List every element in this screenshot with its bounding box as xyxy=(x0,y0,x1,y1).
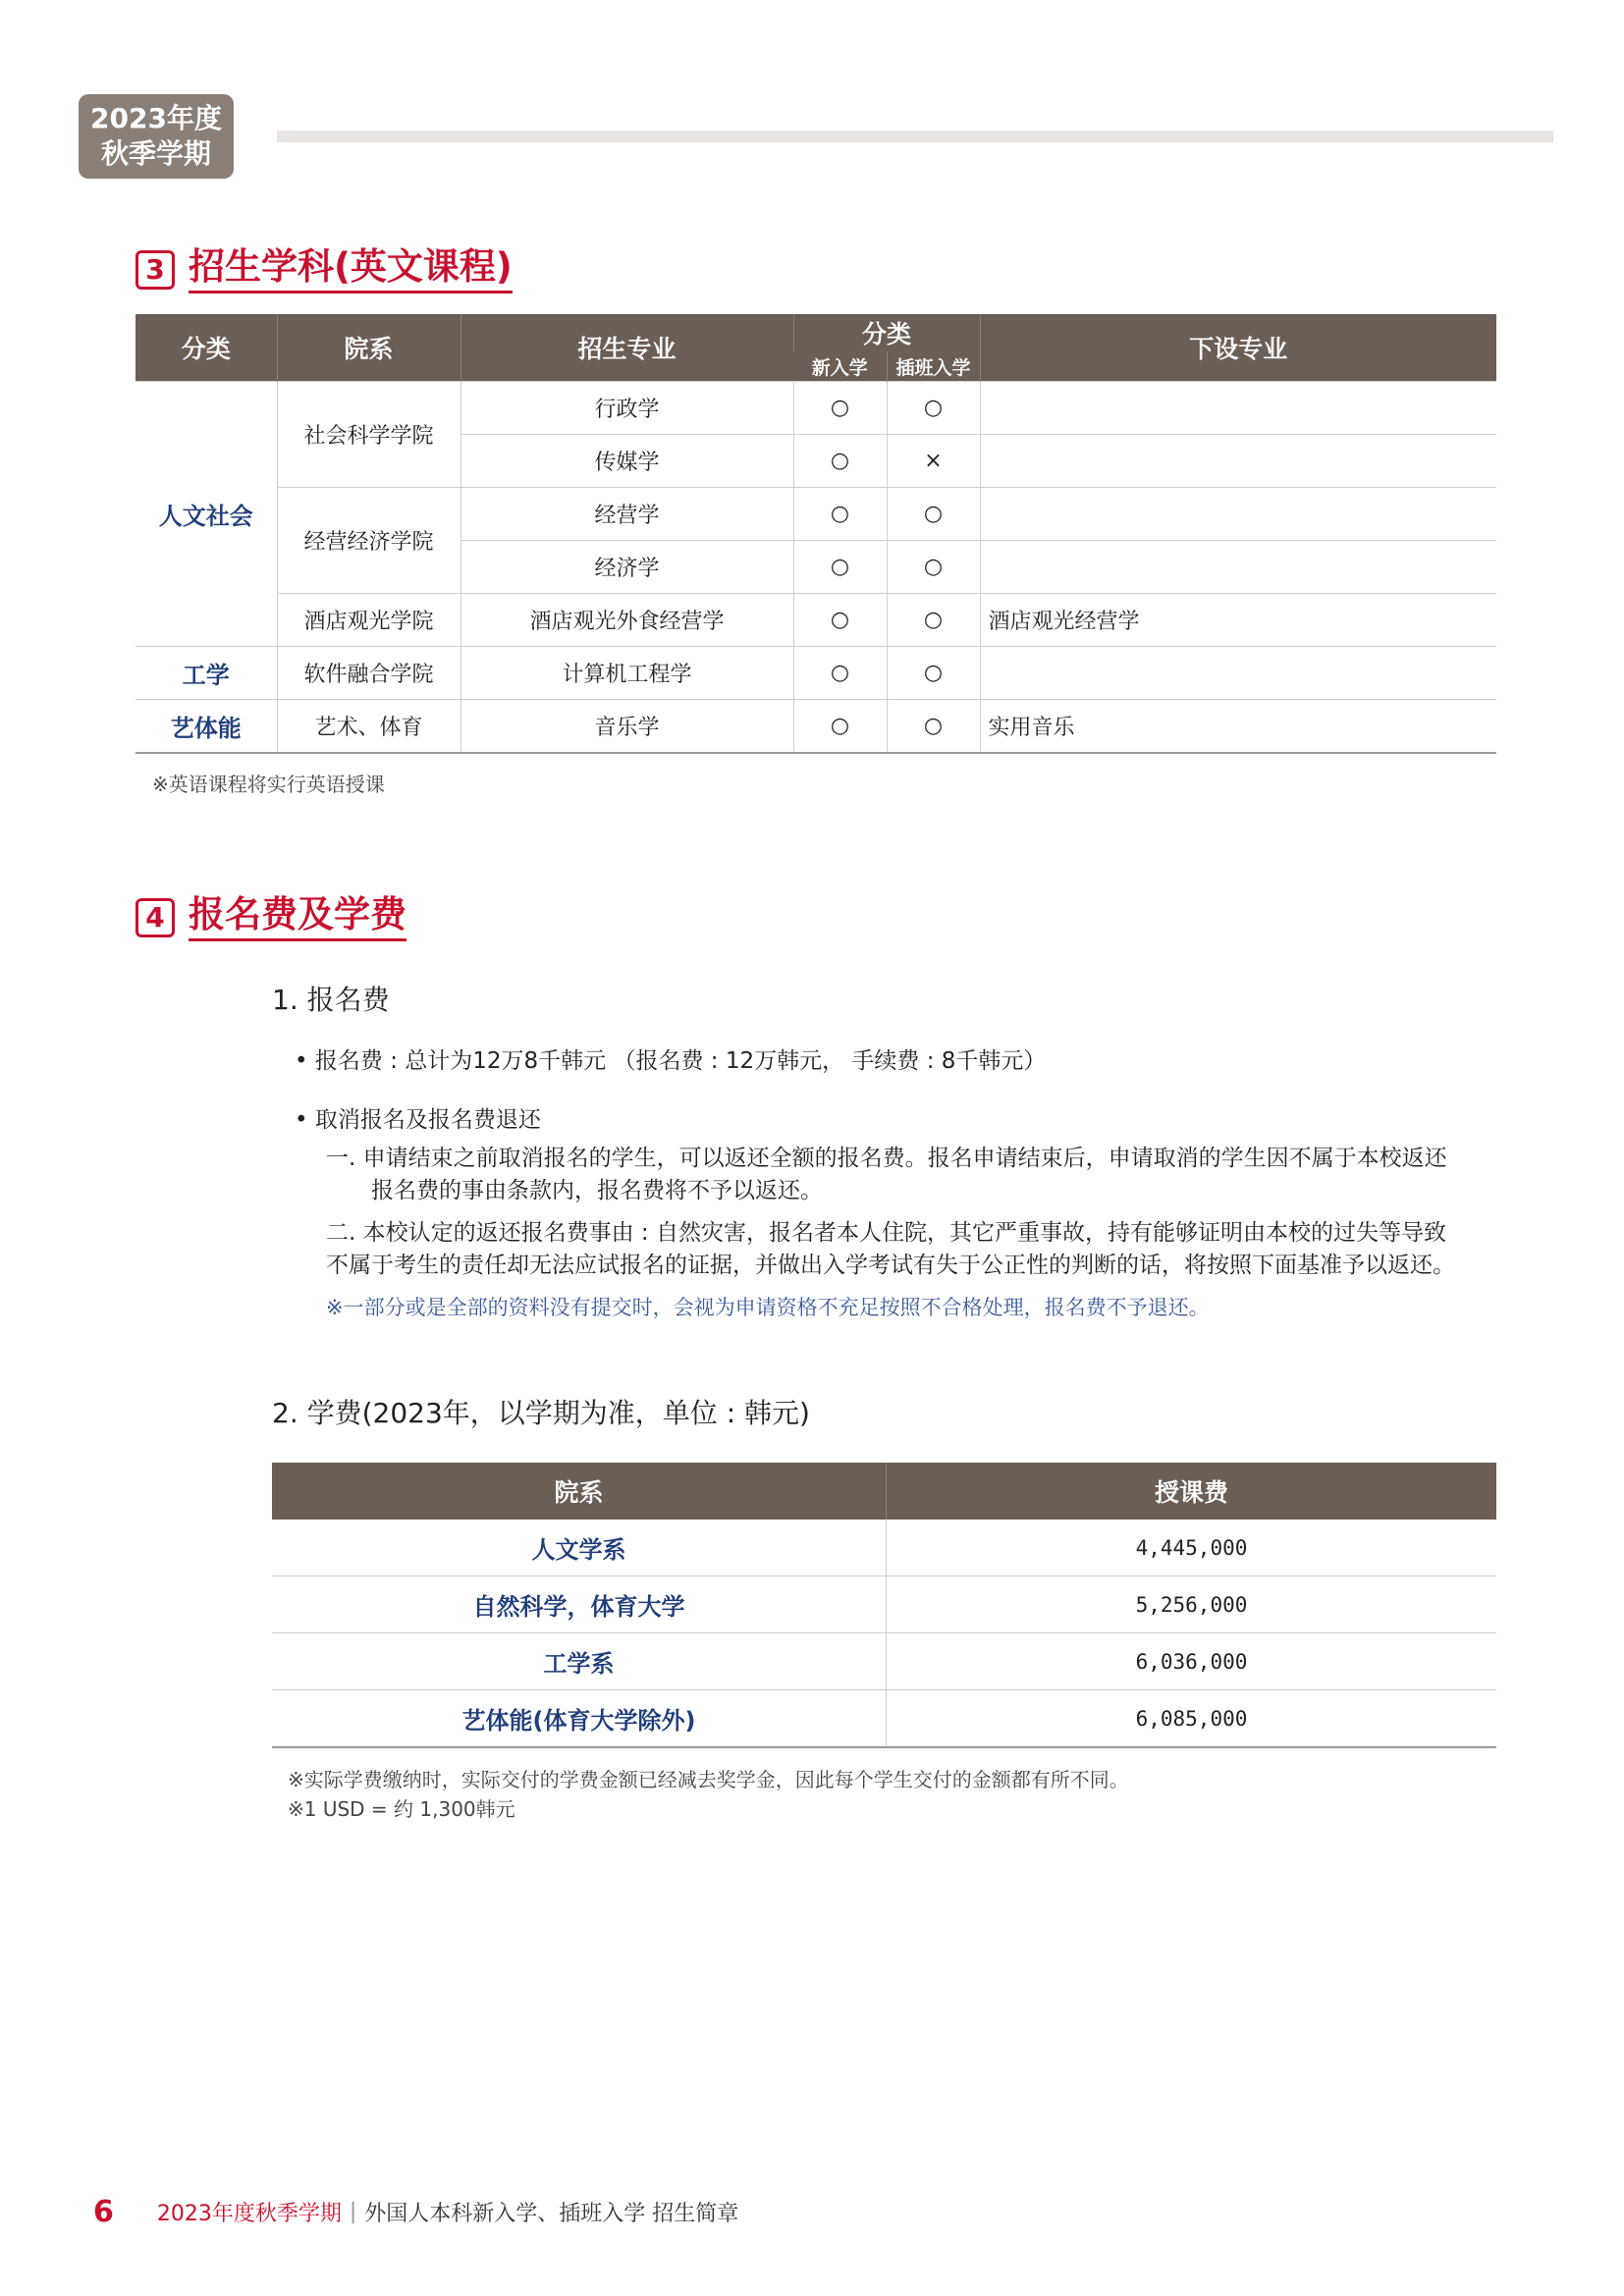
footer-term: 2023年度秋季学期 xyxy=(156,2202,342,2226)
refund-rule-2-line1: 二. 本校认定的返还报名费事由 : 自然灾害，报名者本人住院，其它严重事故，持有能够证明由本校的过失等导致 xyxy=(326,1220,1446,1246)
header-sub-major: 下设专业 xyxy=(980,314,1496,382)
college-cell: 软件融合学院 xyxy=(277,647,460,700)
dept-cell: 人文学系 xyxy=(272,1520,887,1576)
category-engineering: 工学 xyxy=(135,647,277,700)
tuition-heading: 2. 学费(2023年，以学期为准，单位 : 韩元) xyxy=(272,1397,810,1429)
header-tuition: 授课费 xyxy=(887,1463,1497,1520)
tuition-amount: 5,256,000 xyxy=(887,1576,1497,1633)
table-row xyxy=(135,700,1496,754)
tuition-amount: 4,445,000 xyxy=(887,1520,1497,1576)
transfer-mark: × xyxy=(887,435,980,488)
header-transfer: 插班入学 xyxy=(887,351,980,382)
table-row xyxy=(272,1633,1496,1690)
refund-rule-1-line1: 一. 申请结束之前取消报名的学生，可以返还全额的报名费。报名申请结束后，申请取消的学生因不属于本校返还 xyxy=(326,1146,1447,1171)
major-cell: 经济学 xyxy=(460,541,793,594)
college-cell: 社会科学学院 xyxy=(277,382,460,488)
section4-heading xyxy=(135,893,406,941)
section4-number: 4 xyxy=(135,898,175,937)
new-entry-mark: ○ xyxy=(793,700,887,754)
tuition-note-scholarship: ※实际学费缴纳时，实际交付的学费金额已经减去奖学金，因此每个学生交付的金额都有所不同。 xyxy=(288,1768,1129,1791)
refund-rule-2-line2: 不属于考生的责任却无法应试报名的证据，并做出入学考试有失于公正性的判断的话，将按照下面基准予以返还。 xyxy=(326,1253,1455,1278)
header-divider-bar xyxy=(277,131,1553,142)
major-cell: 计算机工程学 xyxy=(460,647,793,700)
application-fee-heading: 1. 报名费 xyxy=(272,984,390,1016)
section4-title: 报名费及学费 xyxy=(189,893,406,941)
new-entry-mark: ○ xyxy=(793,435,887,488)
table-row xyxy=(272,1690,1496,1748)
table-row xyxy=(272,1576,1496,1633)
sub-major-cell xyxy=(980,541,1496,594)
category-humanities: 人文社会 xyxy=(135,382,277,647)
new-entry-mark: ○ xyxy=(793,488,887,541)
dept-cell: 艺体能(体育大学除外) xyxy=(272,1690,887,1748)
dept-cell: 工学系 xyxy=(272,1633,887,1690)
sub-major-cell xyxy=(980,382,1496,435)
term-badge-term: 秋季学期 xyxy=(100,137,211,170)
section3-number: 3 xyxy=(135,250,175,290)
application-fee-bullet: • 报名费 : 总计为12万8千韩元 （报名费 : 12万韩元， 手续费 : 8千韩元） xyxy=(295,1048,1047,1074)
tuition-table xyxy=(272,1463,1496,1748)
sub-major-cell xyxy=(980,647,1496,700)
transfer-mark: ○ xyxy=(887,541,980,594)
term-badge xyxy=(79,94,234,179)
page-number: 6 xyxy=(93,2195,114,2229)
footer-separator: | xyxy=(349,2200,357,2224)
tuition-amount: 6,036,000 xyxy=(887,1633,1497,1690)
term-badge-year: 2023年度 xyxy=(90,102,222,134)
tuition-note-exchange-rate: ※1 USD = 约 1,300韩元 xyxy=(288,1797,515,1821)
table-row xyxy=(135,382,1496,435)
header-admission-type: 分类 xyxy=(793,314,980,351)
english-course-note: ※英语课程将实行英语授课 xyxy=(152,773,385,796)
refund-note: ※一部分或是全部的资料没有提交时，会视为申请资格不充足按照不合格处理，报名费不予退还。 xyxy=(326,1296,1210,1319)
college-cell: 艺术、体育 xyxy=(277,700,460,754)
table-row xyxy=(135,594,1496,647)
major-cell: 酒店观光外食经营学 xyxy=(460,594,793,647)
header-college: 院系 xyxy=(277,314,460,382)
sub-major-cell xyxy=(980,435,1496,488)
footer-title: 外国人本科新入学、插班入学 招生简章 xyxy=(364,2202,739,2226)
major-cell: 经营学 xyxy=(460,488,793,541)
transfer-mark: ○ xyxy=(887,488,980,541)
tuition-amount: 6,085,000 xyxy=(887,1690,1497,1748)
refund-rule-1-line2: 报名费的事由条款内，报名费将不予以返还。 xyxy=(371,1178,823,1203)
table-row xyxy=(272,1520,1496,1576)
college-cell: 经营经济学院 xyxy=(277,488,460,594)
major-cell: 行政学 xyxy=(460,382,793,435)
section3-heading xyxy=(135,245,513,294)
major-cell: 传媒学 xyxy=(460,435,793,488)
sub-major-cell: 实用音乐 xyxy=(980,700,1496,754)
new-entry-mark: ○ xyxy=(793,594,887,647)
new-entry-mark: ○ xyxy=(793,541,887,594)
section3-title: 招生学科(英文课程) xyxy=(189,245,513,294)
transfer-mark: ○ xyxy=(887,594,980,647)
majors-table xyxy=(135,314,1496,754)
sub-major-cell: 酒店观光经营学 xyxy=(980,594,1496,647)
transfer-mark: ○ xyxy=(887,700,980,754)
sub-major-cell xyxy=(980,488,1496,541)
new-entry-mark: ○ xyxy=(793,647,887,700)
table-row xyxy=(135,488,1496,541)
header-new-entry: 新入学 xyxy=(793,351,887,382)
refund-bullet: • 取消报名及报名费退还 xyxy=(295,1107,541,1133)
refund-rule-2 xyxy=(326,1217,1494,1282)
dept-cell: 自然科学，体育大学 xyxy=(272,1576,887,1633)
header-category: 分类 xyxy=(135,314,277,382)
category-arts: 艺体能 xyxy=(135,700,277,754)
new-entry-mark: ○ xyxy=(793,382,887,435)
college-cell: 酒店观光学院 xyxy=(277,594,460,647)
transfer-mark: ○ xyxy=(887,382,980,435)
refund-rule-1 xyxy=(326,1143,1494,1207)
header-major: 招生专业 xyxy=(460,314,793,382)
page-footer xyxy=(93,2195,738,2229)
table-row xyxy=(135,647,1496,700)
header-dept: 院系 xyxy=(272,1463,887,1520)
transfer-mark: ○ xyxy=(887,647,980,700)
major-cell: 音乐学 xyxy=(460,700,793,754)
